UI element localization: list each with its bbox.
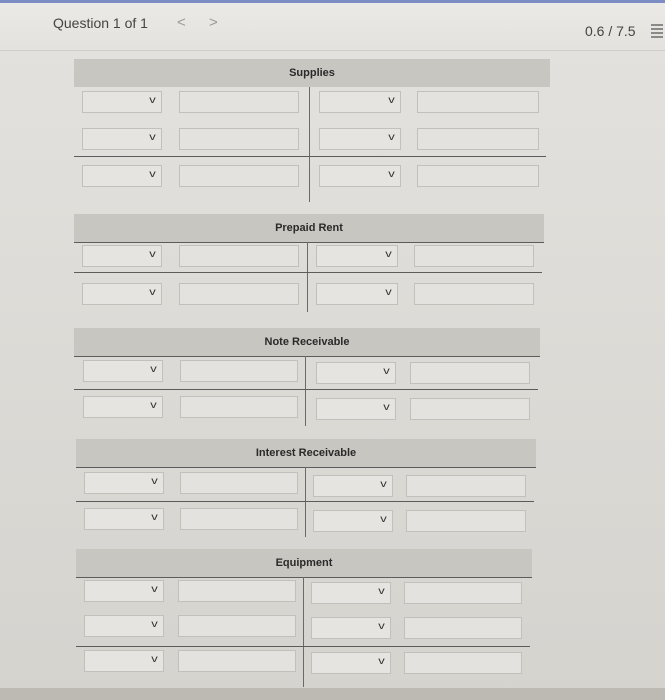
chevron-down-icon: v	[151, 584, 158, 595]
credit-account-select[interactable]	[319, 128, 401, 150]
chevron-down-icon: v	[150, 400, 157, 411]
top-bar	[0, 0, 665, 51]
t-account-top-line	[74, 356, 540, 357]
chevron-down-icon: v	[388, 169, 395, 180]
score-display: 0.6 / 7.5	[585, 23, 636, 39]
chevron-down-icon: v	[149, 169, 156, 180]
t-account-divider	[305, 467, 306, 537]
chevron-down-icon: v	[150, 364, 157, 375]
chevron-down-icon: v	[378, 586, 385, 597]
t-account-supplies	[74, 59, 550, 204]
credit-balance-input[interactable]	[414, 283, 534, 305]
chevron-down-icon: v	[388, 95, 395, 106]
t-account-divider	[309, 87, 310, 202]
question-content	[0, 51, 665, 700]
debit-amount-input[interactable]	[178, 580, 296, 602]
t-account-top-line	[76, 467, 536, 468]
t-account-title: Equipment	[275, 557, 333, 569]
credit-amount-input[interactable]	[414, 245, 534, 267]
t-account-divider	[305, 356, 306, 426]
credit-account-select[interactable]	[311, 582, 391, 604]
debit-amount-input[interactable]	[179, 128, 299, 150]
credit-balance-input[interactable]	[410, 398, 530, 420]
t-account-title: Supplies	[289, 67, 335, 79]
chevron-down-icon: v	[151, 619, 158, 630]
credit-balance-select[interactable]	[316, 283, 398, 305]
debit-balance-select[interactable]	[84, 650, 164, 672]
question-list-icon[interactable]	[651, 24, 663, 38]
debit-balance-input[interactable]	[180, 396, 298, 418]
debit-balance-select[interactable]	[84, 508, 164, 530]
top-accent-line	[0, 0, 665, 3]
t-account-top-line	[76, 577, 532, 578]
chevron-down-icon: v	[149, 287, 156, 298]
debit-amount-input[interactable]	[180, 472, 298, 494]
credit-balance-select[interactable]	[319, 165, 401, 187]
chevron-down-icon: v	[151, 476, 158, 487]
chevron-down-icon: v	[380, 479, 387, 490]
credit-amount-input[interactable]	[406, 475, 526, 497]
previous-question-button[interactable]: <	[177, 14, 186, 31]
t-account-header	[74, 59, 550, 87]
credit-account-select[interactable]	[311, 617, 391, 639]
chevron-down-icon: v	[385, 287, 392, 298]
debit-account-select[interactable]	[82, 245, 162, 267]
credit-amount-input[interactable]	[410, 362, 530, 384]
chevron-down-icon: v	[383, 402, 390, 413]
chevron-down-icon: v	[149, 249, 156, 260]
debit-amount-input[interactable]	[178, 615, 296, 637]
chevron-down-icon: v	[388, 132, 395, 143]
t-account-header	[74, 328, 540, 356]
debit-balance-select[interactable]	[82, 283, 162, 305]
credit-balance-select[interactable]	[313, 510, 393, 532]
chevron-down-icon: v	[149, 132, 156, 143]
t-account-total-line	[74, 272, 542, 273]
debit-account-select[interactable]	[84, 472, 164, 494]
debit-amount-input[interactable]	[180, 360, 298, 382]
t-account-total-line	[74, 156, 546, 157]
debit-account-select[interactable]	[84, 615, 164, 637]
chevron-down-icon: v	[380, 514, 387, 525]
credit-account-select[interactable]	[316, 245, 398, 267]
debit-amount-input[interactable]	[179, 91, 299, 113]
t-account-total-line	[76, 646, 530, 647]
chevron-down-icon: v	[385, 249, 392, 260]
t-account-title: Prepaid Rent	[275, 222, 343, 234]
t-account-header	[76, 549, 532, 577]
debit-balance-input[interactable]	[180, 508, 298, 530]
t-account-divider	[307, 242, 308, 312]
credit-amount-input[interactable]	[404, 617, 522, 639]
chevron-down-icon: v	[378, 621, 385, 632]
credit-amount-input[interactable]	[417, 128, 539, 150]
credit-balance-select[interactable]	[311, 652, 391, 674]
next-question-button[interactable]: >	[209, 14, 218, 31]
chevron-down-icon: v	[378, 656, 385, 667]
t-account-top-line	[74, 242, 544, 243]
credit-balance-select[interactable]	[316, 398, 396, 420]
credit-account-select[interactable]	[316, 362, 396, 384]
credit-balance-input[interactable]	[404, 652, 522, 674]
credit-balance-input[interactable]	[417, 165, 539, 187]
debit-balance-select[interactable]	[82, 165, 162, 187]
t-account-header	[74, 214, 544, 242]
t-account-divider	[303, 577, 304, 687]
question-label: Question 1 of 1	[53, 15, 148, 31]
debit-balance-select[interactable]	[83, 396, 163, 418]
credit-account-select[interactable]	[313, 475, 393, 497]
t-account-equipment	[76, 549, 532, 689]
chevron-down-icon: v	[151, 654, 158, 665]
chevron-down-icon: v	[383, 366, 390, 377]
credit-balance-input[interactable]	[406, 510, 526, 532]
t-account-total-line	[76, 501, 534, 502]
chevron-down-icon: v	[149, 95, 156, 106]
debit-account-select[interactable]	[82, 128, 162, 150]
debit-account-select[interactable]	[84, 580, 164, 602]
credit-account-select[interactable]	[319, 91, 401, 113]
t-account-note-receivable	[74, 328, 540, 428]
t-account-title: Note Receivable	[264, 336, 350, 348]
debit-balance-input[interactable]	[178, 650, 296, 672]
chevron-down-icon: v	[151, 512, 158, 523]
debit-balance-input[interactable]	[179, 165, 299, 187]
t-account-interest-receivable	[76, 439, 536, 539]
credit-amount-input[interactable]	[404, 582, 522, 604]
debit-account-select[interactable]	[83, 360, 163, 382]
credit-amount-input[interactable]	[417, 91, 539, 113]
t-account-prepaid-rent	[74, 214, 544, 314]
t-account-total-line	[74, 389, 538, 390]
t-account-header	[76, 439, 536, 467]
debit-balance-input[interactable]	[179, 283, 299, 305]
t-account-title: Interest Receivable	[255, 447, 357, 459]
debit-amount-input[interactable]	[179, 245, 299, 267]
debit-account-select[interactable]	[82, 91, 162, 113]
bottom-edge	[0, 688, 665, 700]
